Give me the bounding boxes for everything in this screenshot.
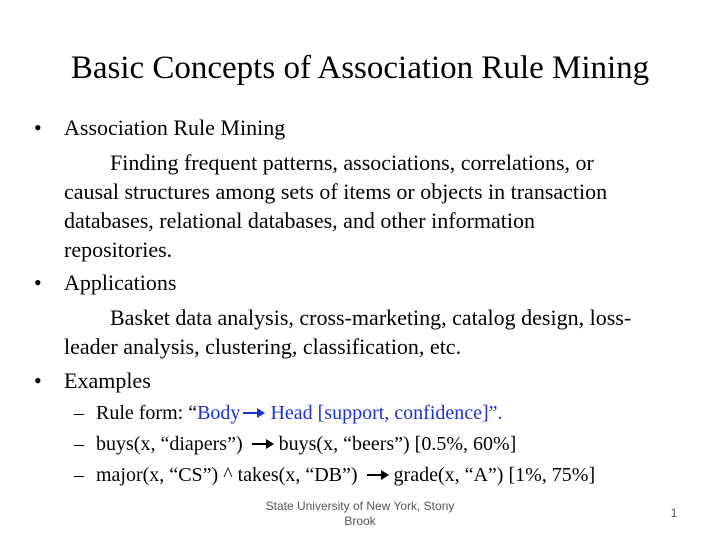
example-diapers-beers [96, 431, 516, 457]
bullet-marker: • [34, 368, 42, 393]
definition-line-1: Finding frequent patterns, associations, correlations, or [110, 150, 594, 175]
rule-form-head: Head [support, confidence]”. [270, 402, 503, 424]
example-antecedent: buys(x, “diapers”) [96, 433, 243, 455]
applications-line-2: leader analysis, clustering, classification, etc. [64, 334, 462, 359]
example-consequent: buys(x, “beers”) [0.5%, 60%] [278, 433, 517, 455]
footer-institution: State University of New York, Stony Brook [265, 499, 455, 528]
applications-line-1: Basket data analysis, cross-marketing, catalog design, loss- [110, 305, 632, 330]
dash-marker: – [74, 402, 84, 424]
definition-line-4: repositories. [64, 237, 173, 262]
bullet-label-examples: Examples [64, 368, 151, 393]
page-number: 1 [670, 506, 678, 520]
right-arrow-icon [242, 407, 266, 419]
bullet-label-applications: Applications [64, 270, 177, 295]
rule-form-prefix: Rule form: “ [96, 402, 198, 424]
example-antecedent: major(x, “CS”) ^ takes(x, “DB”) [96, 464, 358, 486]
bullet-marker: • [34, 115, 42, 140]
example-rule-form [96, 400, 503, 426]
rule-form-body: Body [197, 402, 241, 424]
example-major-grade [96, 462, 595, 488]
bullet-label-association-rule-mining: Association Rule Mining [64, 115, 286, 140]
example-consequent: grade(x, “A”) [1%, 75%] [393, 464, 596, 486]
right-arrow-icon [366, 469, 390, 481]
slide-title: Basic Concepts of Association Rule Mining [70, 50, 650, 86]
bullet-marker: • [34, 270, 42, 295]
dash-marker: – [74, 464, 84, 486]
definition-line-3: databases, relational databases, and other information [64, 208, 535, 233]
definition-line-2: causal structures among sets of items or objects in transaction [64, 179, 608, 204]
right-arrow-icon [251, 438, 275, 450]
dash-marker: – [74, 433, 84, 455]
